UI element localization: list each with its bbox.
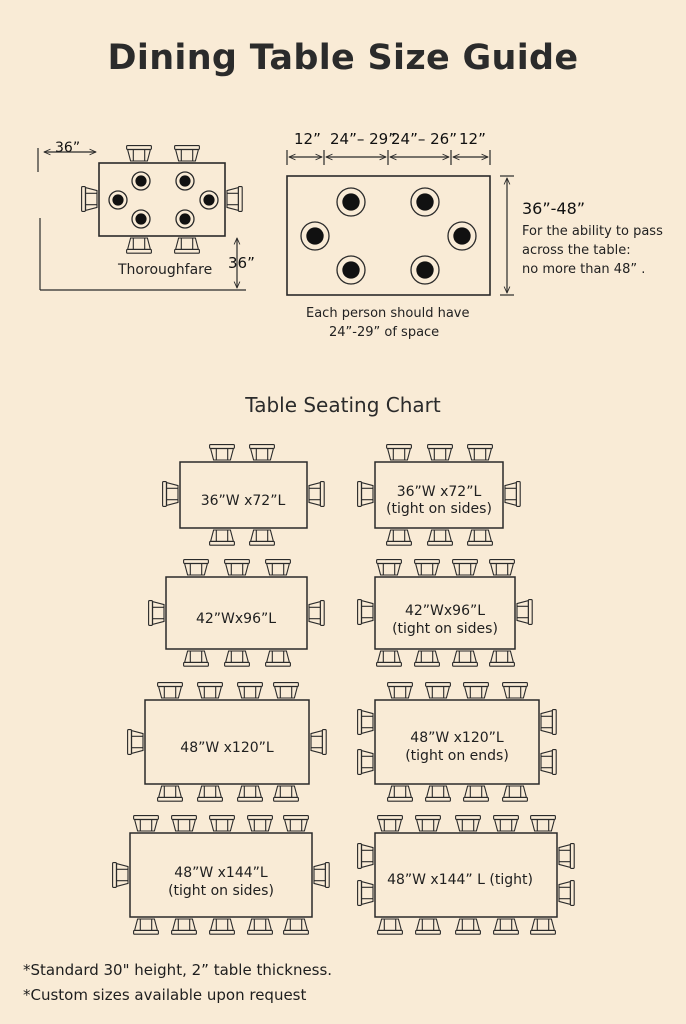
chair xyxy=(503,786,528,801)
footnote-height: *Standard 30" height, 2” table thickness. xyxy=(23,961,333,979)
chair xyxy=(225,560,250,575)
chair xyxy=(274,683,299,698)
top-left-plates xyxy=(109,172,218,228)
chair xyxy=(127,238,152,253)
chair xyxy=(426,786,451,801)
chair xyxy=(314,863,329,888)
chair xyxy=(225,651,250,666)
chair xyxy=(238,683,263,698)
table-size-label: 42”Wx96”L xyxy=(404,603,486,619)
chair xyxy=(428,445,453,460)
table-size-label: (tight on sides) xyxy=(168,883,274,899)
chair xyxy=(468,530,493,545)
spacing-label-end-left: 12” xyxy=(294,130,321,148)
page-title: Dining Table Size Guide xyxy=(107,38,579,78)
chair xyxy=(250,530,275,545)
chair xyxy=(494,816,519,831)
chair xyxy=(453,651,478,666)
chair xyxy=(428,530,453,545)
place-setting-plate xyxy=(176,210,194,228)
chair xyxy=(227,187,242,212)
chair xyxy=(490,651,515,666)
table-size-label: 42”Wx96”L xyxy=(195,611,277,627)
chair xyxy=(559,844,574,869)
chair xyxy=(456,919,481,934)
chair xyxy=(377,560,402,575)
chair xyxy=(503,683,528,698)
seating-table-5 xyxy=(128,683,327,802)
seating-table-1 xyxy=(163,445,325,546)
thoroughfare-label: Thoroughfare xyxy=(118,262,213,278)
place-setting-plate xyxy=(337,188,365,216)
chair xyxy=(175,146,200,161)
pass-note-line-2: across the table: xyxy=(522,243,631,258)
chair xyxy=(464,786,489,801)
chair xyxy=(198,683,223,698)
chair xyxy=(210,816,235,831)
seating-chart-title: Table Seating Chart xyxy=(245,393,441,417)
chair xyxy=(517,600,532,625)
chair xyxy=(163,482,178,507)
chair xyxy=(284,816,309,831)
width-range-label: 36”-48” xyxy=(522,199,586,218)
chair xyxy=(358,881,373,906)
chair xyxy=(210,530,235,545)
spacing-label-person-2: 24”– 26” xyxy=(391,130,457,148)
chair xyxy=(416,919,441,934)
table-size-label: 48”W x120”L xyxy=(410,730,504,746)
chair xyxy=(266,651,291,666)
place-setting-plate xyxy=(176,172,194,190)
spacing-label-person-1: 24”– 29” xyxy=(330,130,396,148)
chair xyxy=(158,683,183,698)
space-note-line-2: 24”-29” of space xyxy=(329,325,440,340)
chair xyxy=(248,919,273,934)
spacing-label-end-right: 12” xyxy=(459,130,486,148)
place-setting-plate xyxy=(337,256,365,284)
chair xyxy=(505,482,520,507)
seating-table-3 xyxy=(149,560,325,667)
chair xyxy=(559,881,574,906)
chair xyxy=(415,651,440,666)
chair xyxy=(198,786,223,801)
chair xyxy=(284,919,309,934)
table-size-label: 48”W x120”L xyxy=(180,740,274,756)
table-size-label: (tight on sides) xyxy=(386,501,492,517)
place-setting-plate xyxy=(411,256,439,284)
place-setting-plate xyxy=(109,191,127,209)
chair xyxy=(248,816,273,831)
chair xyxy=(113,863,128,888)
chair xyxy=(358,844,373,869)
seating-table-7 xyxy=(113,816,330,935)
chair xyxy=(158,786,183,801)
table-size-label: 36”W x72”L xyxy=(200,493,286,509)
table-size-label: 48”W x144”L xyxy=(174,865,268,881)
width-36-label: 36” xyxy=(55,140,81,156)
chair xyxy=(358,600,373,625)
chair xyxy=(82,187,97,212)
seating-table-6 xyxy=(358,683,557,802)
table-size-label: 48”W x144” L (tight) xyxy=(387,872,533,888)
place-setting-plate xyxy=(200,191,218,209)
chair xyxy=(541,750,556,775)
chair xyxy=(377,651,402,666)
chair xyxy=(464,683,489,698)
chair xyxy=(266,560,291,575)
chair xyxy=(274,786,299,801)
chair xyxy=(175,238,200,253)
chair xyxy=(468,445,493,460)
seating-table-8 xyxy=(358,816,575,935)
chair xyxy=(127,146,152,161)
chair xyxy=(387,445,412,460)
place-setting-plate xyxy=(411,188,439,216)
chair xyxy=(531,816,556,831)
place-setting-plate xyxy=(301,222,329,250)
chair xyxy=(250,445,275,460)
chair xyxy=(388,683,413,698)
table-size-label: (tight on ends) xyxy=(405,748,509,764)
place-setting-plate xyxy=(132,210,150,228)
chair xyxy=(387,530,412,545)
seating-chart-tables xyxy=(113,445,575,935)
chair xyxy=(172,816,197,831)
chair xyxy=(378,919,403,934)
top-right-plates xyxy=(301,188,476,284)
top-right-table-diagram xyxy=(287,150,514,295)
chair xyxy=(172,919,197,934)
chair xyxy=(531,919,556,934)
chair xyxy=(490,560,515,575)
pass-note-line-1: For the ability to pass xyxy=(522,224,663,239)
chair xyxy=(378,816,403,831)
chair xyxy=(238,786,263,801)
chair xyxy=(416,816,441,831)
pass-note-line-3: no more than 48” . xyxy=(522,262,646,277)
chair xyxy=(358,710,373,735)
table-size-label: (tight on sides) xyxy=(392,621,498,637)
chair xyxy=(149,601,164,626)
chair xyxy=(184,560,209,575)
chair xyxy=(134,919,159,934)
chair xyxy=(210,919,235,934)
chair xyxy=(358,482,373,507)
chair xyxy=(134,816,159,831)
chair xyxy=(184,651,209,666)
chair xyxy=(388,786,413,801)
place-setting-plate xyxy=(448,222,476,250)
depth-36-label: 36” xyxy=(228,254,255,272)
seating-table-2 xyxy=(358,445,521,546)
seating-table-4 xyxy=(358,560,533,667)
chair xyxy=(453,560,478,575)
chair xyxy=(210,445,235,460)
chair xyxy=(128,730,143,755)
chair xyxy=(309,482,324,507)
footnote-custom: *Custom sizes available upon request xyxy=(23,986,307,1004)
chair xyxy=(311,730,326,755)
chair xyxy=(426,683,451,698)
chair xyxy=(309,601,324,626)
chair xyxy=(456,816,481,831)
place-setting-plate xyxy=(132,172,150,190)
chair xyxy=(494,919,519,934)
table-size-label: 36”W x72”L xyxy=(396,484,482,500)
chair xyxy=(415,560,440,575)
chair xyxy=(541,710,556,735)
space-note-line-1: Each person should have xyxy=(306,306,470,321)
chair xyxy=(358,750,373,775)
